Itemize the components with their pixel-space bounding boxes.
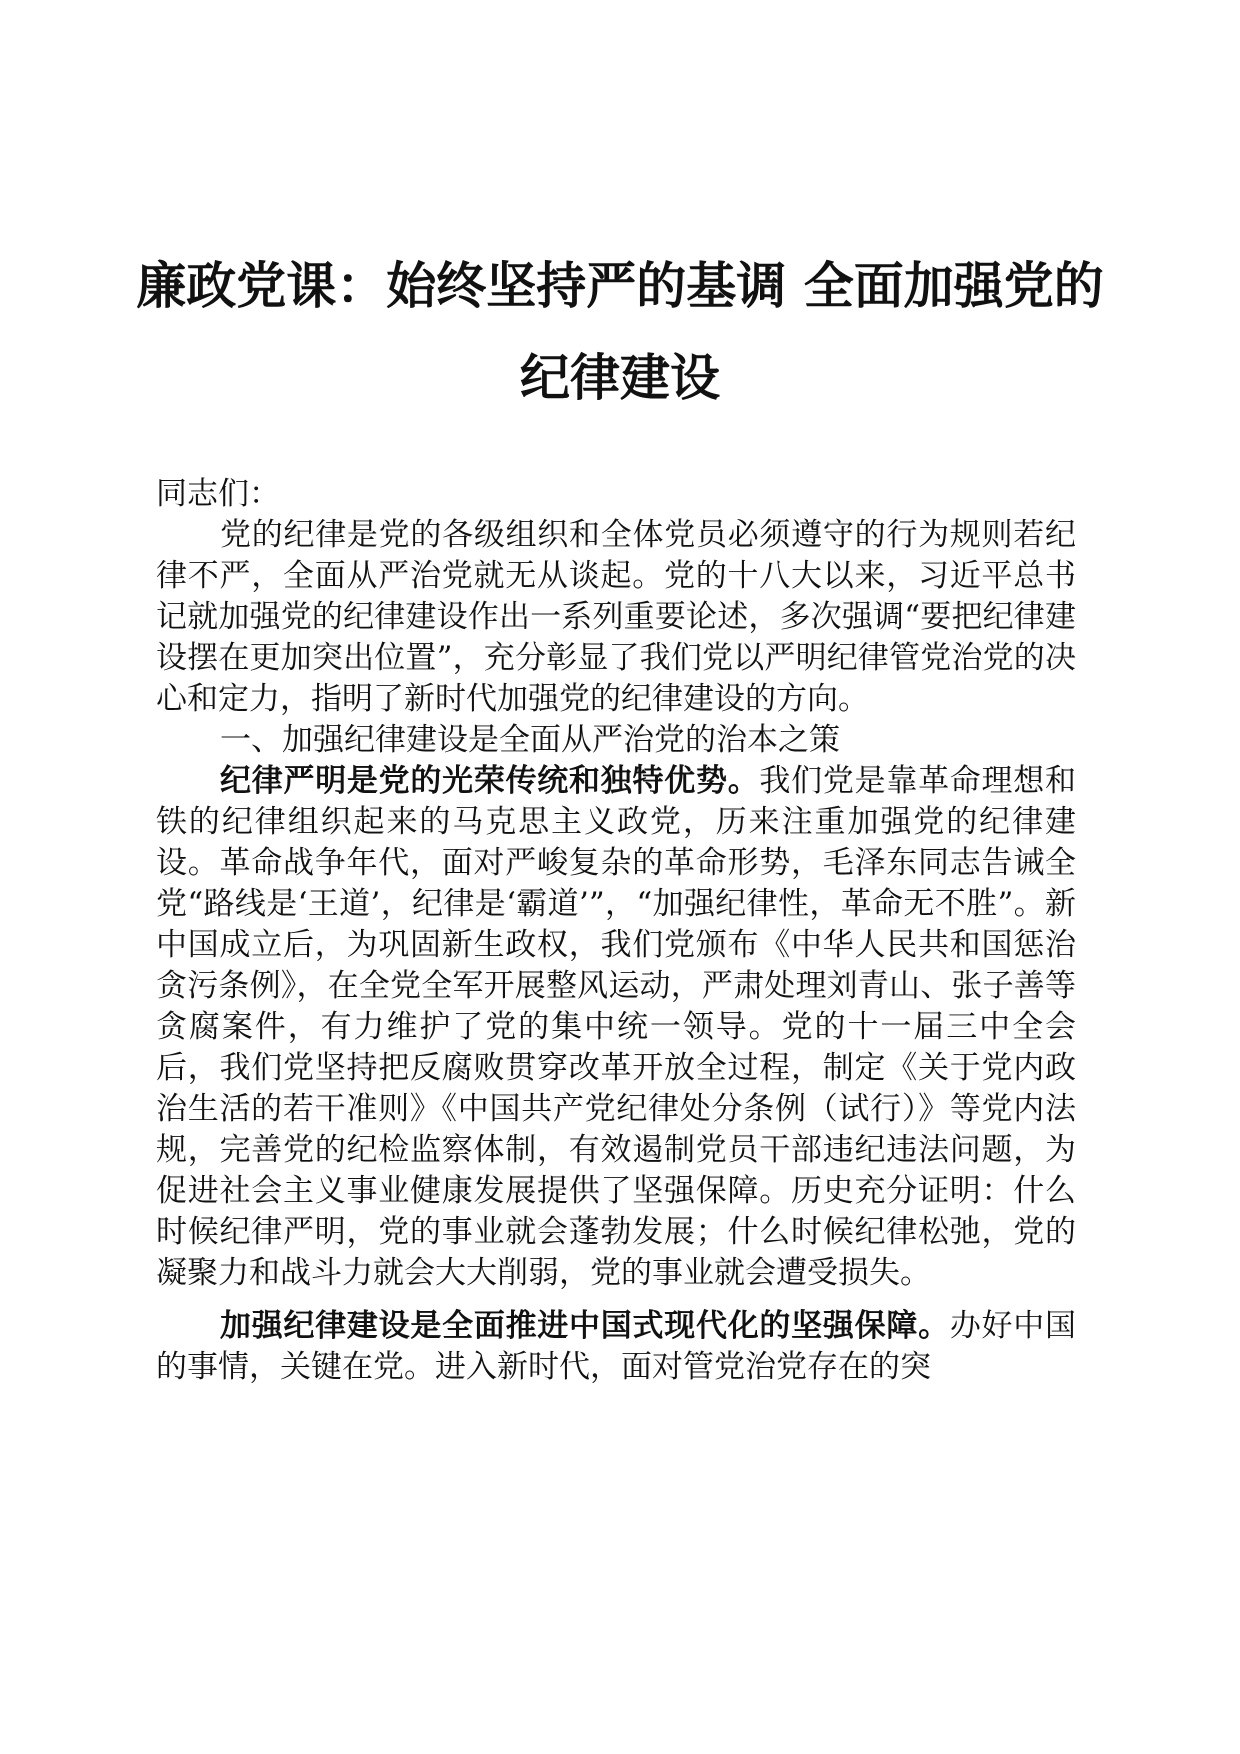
document-body	[156, 474, 1076, 1388]
paragraph-guarantee-body: 办好中国的事情，关键在党。进入新时代，面对管党治党存在的突	[156, 1308, 1077, 1385]
document-title-line-1: 廉政党课：始终坚持严的基调 全面加强党的	[136, 256, 1104, 315]
paragraph-tradition	[156, 761, 1076, 1294]
paragraph-guarantee-lead: 加强纪律建设是全面推进中国式现代化的坚强保障。	[220, 1308, 950, 1344]
paragraph-tradition-body: 我们党是靠革命理想和铁的纪律组织起来的马克思主义政党，历来注重加强党的纪律建设。革命战争年代，面对严峻复杂的革命形势，毛泽东同志告诫全党“路线是‘王道’，纪律是‘霸道’”，“加强纪律性，革命无不胜”。新中国成立后，为巩固新生政权，我们党颁布《中华人民共和国惩治贪污条例》，在全党全军开展整风运动，严肃处理刘青山、张子善等贪腐案件，有力维护了党的集中统一领导。党的十一届三中全会后，我们党坚持把反腐败贯穿改革开放全过程，制定《关于党内政治生活的若干准则》《中国共产党纪律处分条例（试行）》等党内法规，完善党的纪检监察体制，有效遏制党员干部违纪违法问题，为促进社会主义事业健康发展提供了坚强保障。历史充分证明：什么时候纪律严明，党的事业就会蓬勃发展；什么时候纪律松弛，党的凝聚力和战斗力就会大大削弱，党的事业就会遭受损失。	[156, 763, 1076, 1291]
paragraph-guarantee	[156, 1306, 1076, 1388]
section-heading-1: 一、加强纪律建设是全面从严治党的治本之策	[220, 722, 840, 758]
paragraph-intro: 党的纪律是党的各级组织和全体党员必须遵守的行为规则若纪律不严，全面从严治党就无从谈起。党的十八大以来，习近平总书记就加强党的纪律建设作出一系列重要论述，多次强调“要把纪律建设摆在更加突出位置”，充分彰显了我们党以严明纪律管党治党的决心和定力，指明了新时代加强党的纪律建设的方向。	[156, 517, 1076, 717]
document-title-line-2: 纪律建设	[520, 348, 720, 407]
paragraph-tradition-lead: 纪律严明是党的光荣传统和独特优势。	[220, 763, 760, 799]
salutation: 同志们：	[156, 476, 280, 512]
